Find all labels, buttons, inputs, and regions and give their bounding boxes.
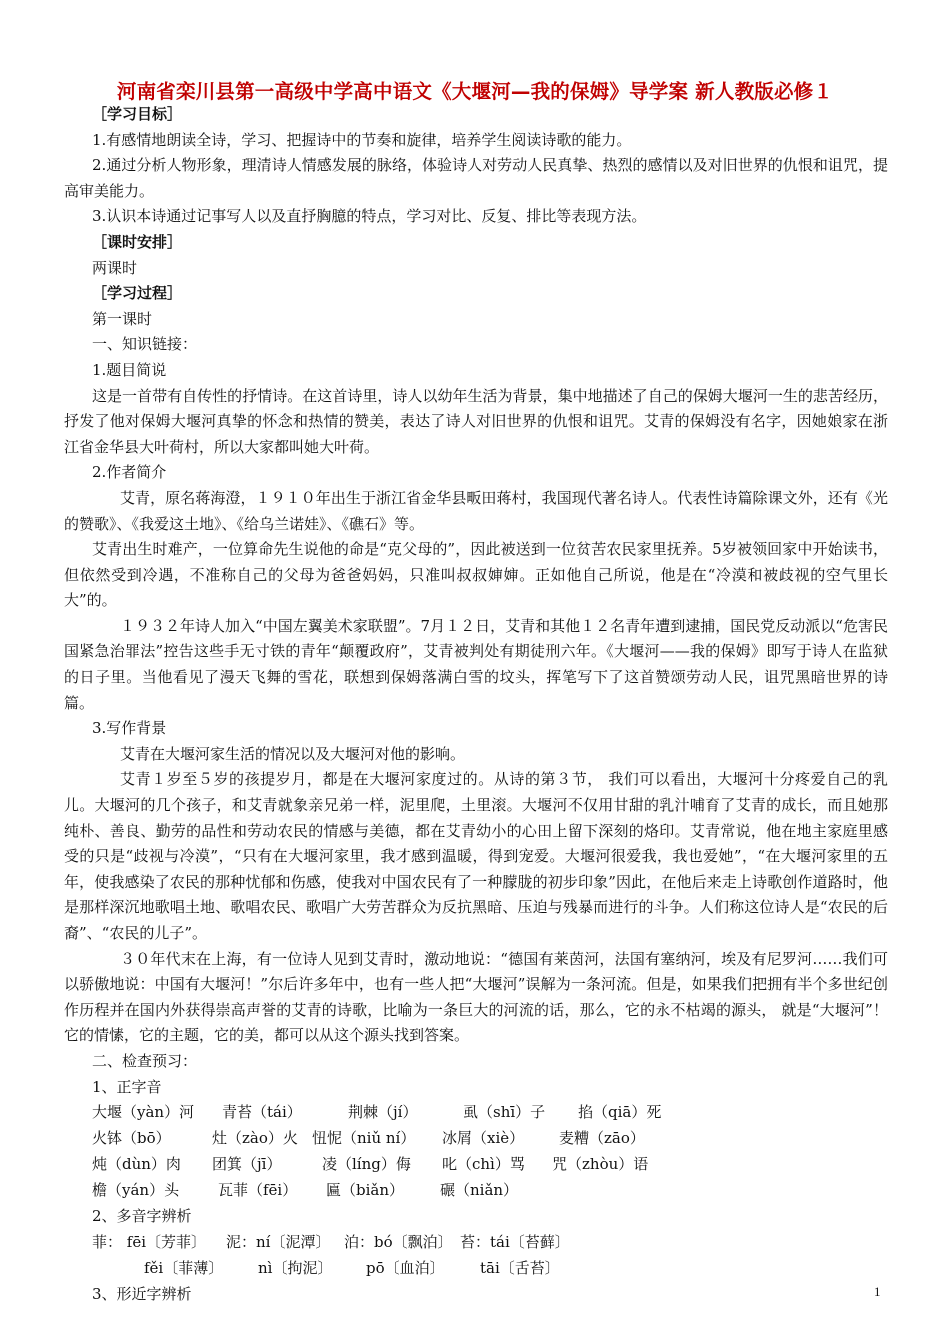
goal-1: 1.有感情地朗读全诗，学习、把握诗中的节奏和旋律，培养学生阅读诗歌的能力。 bbox=[92, 130, 632, 149]
background-title: 3.写作背景 bbox=[92, 719, 167, 738]
polyphone-item: nì〔拘泥〕 bbox=[258, 1258, 333, 1277]
pinyin-row bbox=[92, 1100, 888, 1126]
pinyin-item: 凌（líng）侮 bbox=[322, 1155, 411, 1174]
pinyin-row bbox=[92, 1178, 888, 1204]
goal-2: 2.通过分析人物形象，理清诗人情感发展的脉络，体验诗人对劳动人民真挚、热烈的感情以及对旧世界的仇恨和诅咒，提高审美能力。 bbox=[64, 156, 888, 200]
pronunciation-title: 1、正字音 bbox=[92, 1077, 162, 1096]
polyphone-item: pō〔血泊〕 bbox=[366, 1258, 445, 1277]
page-number: 1 bbox=[874, 1284, 881, 1299]
pinyin-item: 檐（yán）头 bbox=[92, 1181, 180, 1200]
topic-title: 1.题目简说 bbox=[92, 360, 167, 379]
process-heading: ［学习过程］ bbox=[92, 284, 183, 303]
pinyin-row bbox=[92, 1126, 888, 1152]
polyphone-item: 菲： fēi〔芳菲〕 bbox=[92, 1232, 206, 1251]
background-paragraph-2: 艾青１岁至５岁的孩提岁月，都是在大堰河家度过的。从诗的第３节， 我们可以看出，大堰河十分疼爱自己的乳儿。大堰河的几个孩子，和艾青就象亲兄弟一样，泥里爬，土里滚。大堰河不仅用甘甜的乳汁哺育了艾青的成长，而且她那纯朴、善良、勤劳的品性和劳动农民的情感与美德，都在艾青幼小的心田上留下深刻的烙印。艾青常说，他在地主家庭里感受的只是“歧视与冷漠”，“只有在大堰河家里，我才感到温暖，得到宠爱。大堰河很爱我，我也爱她”，“在大堰河家里的五年，使我感染了农民的那种忧郁和伤感，使我对中国农民有了一种朦胧的初步印象”因此，在他后来走上诗歌创作道路时，他是那样深沉地歌唱土地、歌唱农民、歌唱广大劳苦群众为反抗黑暗、压迫与残暴而进行的斗争。人们称这位诗人是“农民的后裔”、“农民的儿子”。 bbox=[64, 770, 888, 942]
part2-heading: 二、检查预习： bbox=[92, 1051, 198, 1070]
polyphone-item: 泥：ní〔泥潭〕 bbox=[226, 1232, 331, 1251]
schedule-text: 两课时 bbox=[92, 258, 138, 277]
goal-3: 3.认识本诗通过记事写人以及直抒胸臆的特点，学习对比、反复、排比等表现方法。 bbox=[92, 207, 647, 226]
polyphone-row bbox=[92, 1230, 888, 1256]
background-paragraph-1: 艾青在大堰河家生活的情况以及大堰河对他的影响。 bbox=[120, 744, 466, 763]
topic-paragraph: 这是一首带有自传性的抒情诗。在这首诗里，诗人以幼年生活为背景，集中地描述了自己的保姆大堰河一生的悲苦经历，抒发了他对保姆大堰河真挚的怀念和热情的赞美，表达了诗人对旧世界的仇恨和诅咒。艾青的保姆没有名字，因她娘家在浙江省金华县大叶荷村，所以大家都叫她大叶荷。 bbox=[64, 386, 888, 456]
pinyin-item: 灶（zào）火 bbox=[212, 1129, 298, 1148]
polyphone-item: 泊：bó〔飘泊〕 bbox=[344, 1232, 453, 1251]
pinyin-item: 大堰（yàn）河 bbox=[92, 1103, 195, 1122]
author-title: 2.作者简介 bbox=[92, 463, 167, 482]
first-lesson: 第一课时 bbox=[92, 309, 153, 328]
polyphone-row bbox=[92, 1256, 888, 1282]
author-paragraph-3: １９３２年诗人加入“中国左翼美术家联盟”。7月１２日，艾青和其他１２名青年遭到逮捕，国民党反动派以“危害民国紧急治罪法”控告这些手无寸铁的青年“颠覆政府”，艾青被判处有期徒刑六年。《大堰河——我的保姆》即写于诗人在监狱的日子里。当他看见了漫天飞舞的雪花，联想到保姆落满白雪的坟头，挥笔写下了这首赞颂劳动人民，诅咒黑暗世界的诗篇。 bbox=[64, 616, 888, 712]
pinyin-item: 火钵（bō） bbox=[92, 1129, 171, 1148]
polyphone-title: 2、多音字辨析 bbox=[92, 1207, 192, 1226]
author-paragraph-2: 艾青出生时难产，一位算命先生说他的命是“克父母的”，因此被送到一位贫苦农民家里抚养。5岁被领回家中开始读书，但依然受到冷遇，不准称自己的父母为爸爸妈妈，只准叫叔叔婶婶。正如他自己所说，他是在“冷漠和被歧视的空气里长大”的。 bbox=[64, 540, 888, 610]
pinyin-item: 冰屑（xiè） bbox=[442, 1129, 525, 1148]
pinyin-item: 碾（niǎn） bbox=[440, 1181, 519, 1200]
pinyin-item: 咒（zhòu）语 bbox=[552, 1155, 649, 1174]
document-title: 河南省栾川县第一高级中学高中语文《大堰河—我的保姆》导学案 新人教版必修１ bbox=[116, 80, 834, 103]
pinyin-item: 青苔（tái） bbox=[222, 1103, 302, 1122]
polyphone-item: tāi〔舌苔〕 bbox=[480, 1258, 560, 1277]
polyphone-item: fěi〔菲薄〕 bbox=[144, 1258, 224, 1277]
polyphone-item: 苔：tái〔苔藓〕 bbox=[460, 1232, 570, 1251]
pinyin-item: 叱（chì）骂 bbox=[442, 1155, 525, 1174]
pinyin-row bbox=[92, 1152, 888, 1178]
pinyin-item: 忸怩（niǔ ní） bbox=[312, 1129, 416, 1148]
part1-heading: 一、知识链接： bbox=[92, 335, 198, 354]
pinyin-item: 掐（qiā）死 bbox=[578, 1103, 662, 1122]
pinyin-item: 团箕（jī） bbox=[212, 1155, 282, 1174]
pinyin-item: 荆棘（jí） bbox=[348, 1103, 418, 1122]
pinyin-item: 匾（biǎn） bbox=[326, 1181, 405, 1200]
similar-char-title: 3、形近字辨析 bbox=[92, 1284, 192, 1303]
pinyin-item: 麦糟（zāo） bbox=[559, 1129, 645, 1148]
document-body bbox=[64, 102, 888, 1307]
pinyin-item: 虱（shī）子 bbox=[463, 1103, 546, 1122]
pinyin-item: 瓦菲（fēi） bbox=[218, 1181, 298, 1200]
background-paragraph-3: ３０年代末在上海，有一位诗人见到艾青时，激动地说：“德国有莱茵河，法国有塞纳河，埃及有尼罗河……我们可以骄傲地说：中国有大堰河！”尔后许多年中，也有一些人把“大堰河”误解为一条河流。但是，如果我们把拥有半个多世纪创作历程并在国内外获得崇高声誉的艾青的诗歌，比喻为一条巨大的河流的话，那么，它的永不枯竭的源头， 就是“大堰河”！ 它的情愫，它的主题，它的美，都可以从这个源头找到答案。 bbox=[64, 949, 888, 1045]
pinyin-item: 炖（dùn）肉 bbox=[92, 1155, 181, 1174]
schedule-heading: ［课时安排］ bbox=[92, 232, 183, 251]
author-paragraph-1: 艾青，原名蒋海澄，１９１０年出生于浙江省金华县畈田蒋村，我国现代著名诗人。代表性诗篇除课文外，还有《光的赞歌》、《我爱这土地》、《给乌兰诺娃》、《礁石》等。 bbox=[64, 488, 888, 533]
goal-heading: ［学习目标］ bbox=[92, 105, 183, 123]
